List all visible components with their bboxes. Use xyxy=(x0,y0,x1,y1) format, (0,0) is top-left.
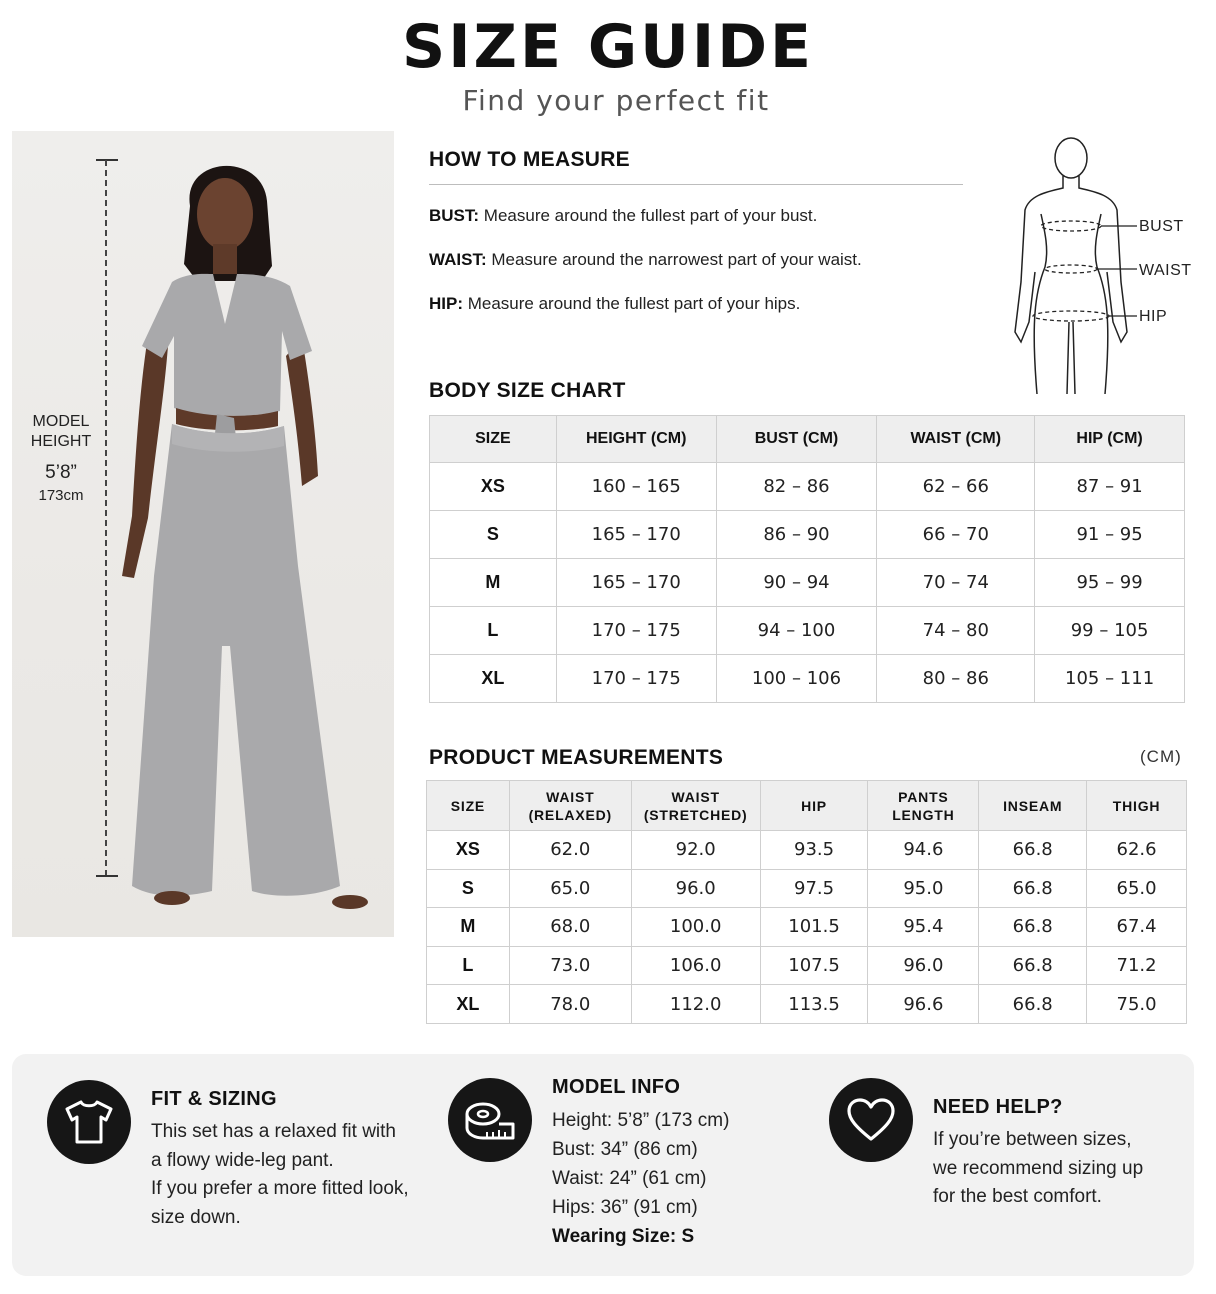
table-cell: 170 – 175 xyxy=(556,655,716,703)
table-cell: XL xyxy=(430,655,557,703)
table-cell: 67.4 xyxy=(1087,908,1187,947)
table-row xyxy=(427,831,1187,870)
table-cell: 65.0 xyxy=(1087,869,1187,908)
table-cell: 105 – 111 xyxy=(1035,655,1185,703)
table-cell: 107.5 xyxy=(760,946,868,985)
table-cell: 95.4 xyxy=(868,908,979,947)
need-help-text: If you’re between sizes, we recommend sizing up for the best comfort. xyxy=(933,1129,1144,1207)
table-row xyxy=(427,908,1187,947)
table-cell: 71.2 xyxy=(1087,946,1187,985)
table-cell: 165 – 170 xyxy=(556,511,716,559)
table-cell: 94 – 100 xyxy=(716,607,877,655)
column-header: WAIST (STRETCHED) xyxy=(631,781,760,831)
table-cell: 78.0 xyxy=(509,985,631,1024)
table-row xyxy=(427,946,1187,985)
table-row xyxy=(430,607,1185,655)
table-cell: XL xyxy=(427,985,510,1024)
table-cell: 62 – 66 xyxy=(877,463,1035,511)
column-header: SIZE xyxy=(427,781,510,831)
table-row xyxy=(430,559,1185,607)
table-header-row xyxy=(427,781,1187,831)
table-cell: XS xyxy=(427,831,510,870)
table-cell: 65.0 xyxy=(509,869,631,908)
model-height-cm: 173cm xyxy=(38,487,84,504)
table-cell: 66.8 xyxy=(979,869,1087,908)
column-header: PANTS LENGTH xyxy=(868,781,979,831)
page-subtitle: Find your perfect fit xyxy=(462,84,770,117)
model-photo xyxy=(12,131,394,937)
heart-icon xyxy=(829,1078,913,1162)
table-row xyxy=(427,869,1187,908)
table-cell: 82 – 86 xyxy=(716,463,877,511)
table-cell: 101.5 xyxy=(760,908,868,947)
body-size-chart-heading: BODY SIZE CHART xyxy=(429,379,626,402)
table-cell: 66 – 70 xyxy=(877,511,1035,559)
table-cell: 87 – 91 xyxy=(1035,463,1185,511)
model-info-title: MODEL INFO xyxy=(552,1076,681,1098)
column-header: SIZE xyxy=(430,416,557,463)
table-cell: M xyxy=(430,559,557,607)
table-cell: 165 – 170 xyxy=(556,559,716,607)
table-cell: S xyxy=(427,869,510,908)
tshirt-icon xyxy=(47,1080,131,1164)
table-cell: 113.5 xyxy=(760,985,868,1024)
table-cell: 96.0 xyxy=(631,869,760,908)
how-to-measure-heading: HOW TO MEASURE xyxy=(429,148,630,171)
need-help-title: NEED HELP? xyxy=(933,1096,1063,1118)
figure-label-bust: BUST xyxy=(1139,218,1184,235)
table-cell: L xyxy=(430,607,557,655)
table-cell: 96.0 xyxy=(868,946,979,985)
model-height-ft: 5’8” xyxy=(45,462,77,483)
model-figure-icon xyxy=(112,146,382,921)
table-cell: 75.0 xyxy=(1087,985,1187,1024)
table-cell: 66.8 xyxy=(979,946,1087,985)
table-row xyxy=(427,985,1187,1024)
table-cell: 73.0 xyxy=(509,946,631,985)
table-cell: L xyxy=(427,946,510,985)
table-cell: 93.5 xyxy=(760,831,868,870)
column-header: WAIST (CM) xyxy=(877,416,1035,463)
figure-label-hip: HIP xyxy=(1139,308,1168,325)
table-cell: 99 – 105 xyxy=(1035,607,1185,655)
unit-label: (CM) xyxy=(1140,747,1182,766)
fit-sizing-text: This set has a relaxed fit with a flowy wide-leg pant. If you prefer a more fitted look, size down. xyxy=(151,1121,409,1228)
table-cell: 86 – 90 xyxy=(716,511,877,559)
height-dashed-line xyxy=(105,160,107,876)
column-header: INSEAM xyxy=(979,781,1087,831)
body-size-table xyxy=(429,415,1185,703)
product-measurements-heading: PRODUCT MEASUREMENTS xyxy=(429,746,724,769)
table-cell: 95.0 xyxy=(868,869,979,908)
wearing-size: Wearing Size: S xyxy=(552,1226,695,1247)
table-header-row xyxy=(430,416,1185,463)
table-row xyxy=(430,511,1185,559)
table-cell: 170 – 175 xyxy=(556,607,716,655)
table-cell: 80 – 86 xyxy=(877,655,1035,703)
column-header: HIP xyxy=(760,781,868,831)
table-cell: 62.6 xyxy=(1087,831,1187,870)
column-header: WAIST (RELAXED) xyxy=(509,781,631,831)
table-cell: 100 – 106 xyxy=(716,655,877,703)
measure-hip: HIP: Measure around the fullest part of your hips. xyxy=(429,294,801,313)
table-cell: 160 – 165 xyxy=(556,463,716,511)
measure-bust: BUST: Measure around the fullest part of your bust. xyxy=(429,206,818,225)
table-cell: 74 – 80 xyxy=(877,607,1035,655)
table-cell: 62.0 xyxy=(509,831,631,870)
table-cell: S xyxy=(430,511,557,559)
column-header: HEIGHT (CM) xyxy=(556,416,716,463)
column-header: BUST (CM) xyxy=(716,416,877,463)
table-cell: 97.5 xyxy=(760,869,868,908)
table-cell: M xyxy=(427,908,510,947)
table-cell: 91 – 95 xyxy=(1035,511,1185,559)
measuring-tape-icon xyxy=(448,1078,532,1162)
column-header: HIP (CM) xyxy=(1035,416,1185,463)
table-cell: 96.6 xyxy=(868,985,979,1024)
model-info-text: Height: 5’8” (173 cm) Bust: 34” (86 cm) Waist: 24” (61 cm) Hips: 36” (91 cm) Wearing Size: S xyxy=(552,1106,729,1251)
table-cell: 92.0 xyxy=(631,831,760,870)
model-height-label: MODEL HEIGHT xyxy=(30,413,92,450)
page-title: SIZE GUIDE xyxy=(401,12,814,82)
table-cell: 66.8 xyxy=(979,831,1087,870)
product-measurements-table xyxy=(426,780,1187,1024)
table-row xyxy=(430,655,1185,703)
table-cell: 66.8 xyxy=(979,908,1087,947)
table-cell: 90 – 94 xyxy=(716,559,877,607)
figure-label-waist: WAIST xyxy=(1139,262,1192,279)
fit-sizing-title: FIT & SIZING xyxy=(151,1088,277,1110)
table-cell: 66.8 xyxy=(979,985,1087,1024)
table-cell: 100.0 xyxy=(631,908,760,947)
table-cell: XS xyxy=(430,463,557,511)
table-cell: 70 – 74 xyxy=(877,559,1035,607)
measure-waist: WAIST: Measure around the narrowest part of your waist. xyxy=(429,250,862,269)
table-cell: 68.0 xyxy=(509,908,631,947)
table-cell: 112.0 xyxy=(631,985,760,1024)
column-header: THIGH xyxy=(1087,781,1187,831)
table-cell: 95 – 99 xyxy=(1035,559,1185,607)
heading-divider xyxy=(429,184,963,185)
table-cell: 106.0 xyxy=(631,946,760,985)
table-row xyxy=(430,463,1185,511)
table-cell: 94.6 xyxy=(868,831,979,870)
info-panel xyxy=(12,1054,1194,1276)
